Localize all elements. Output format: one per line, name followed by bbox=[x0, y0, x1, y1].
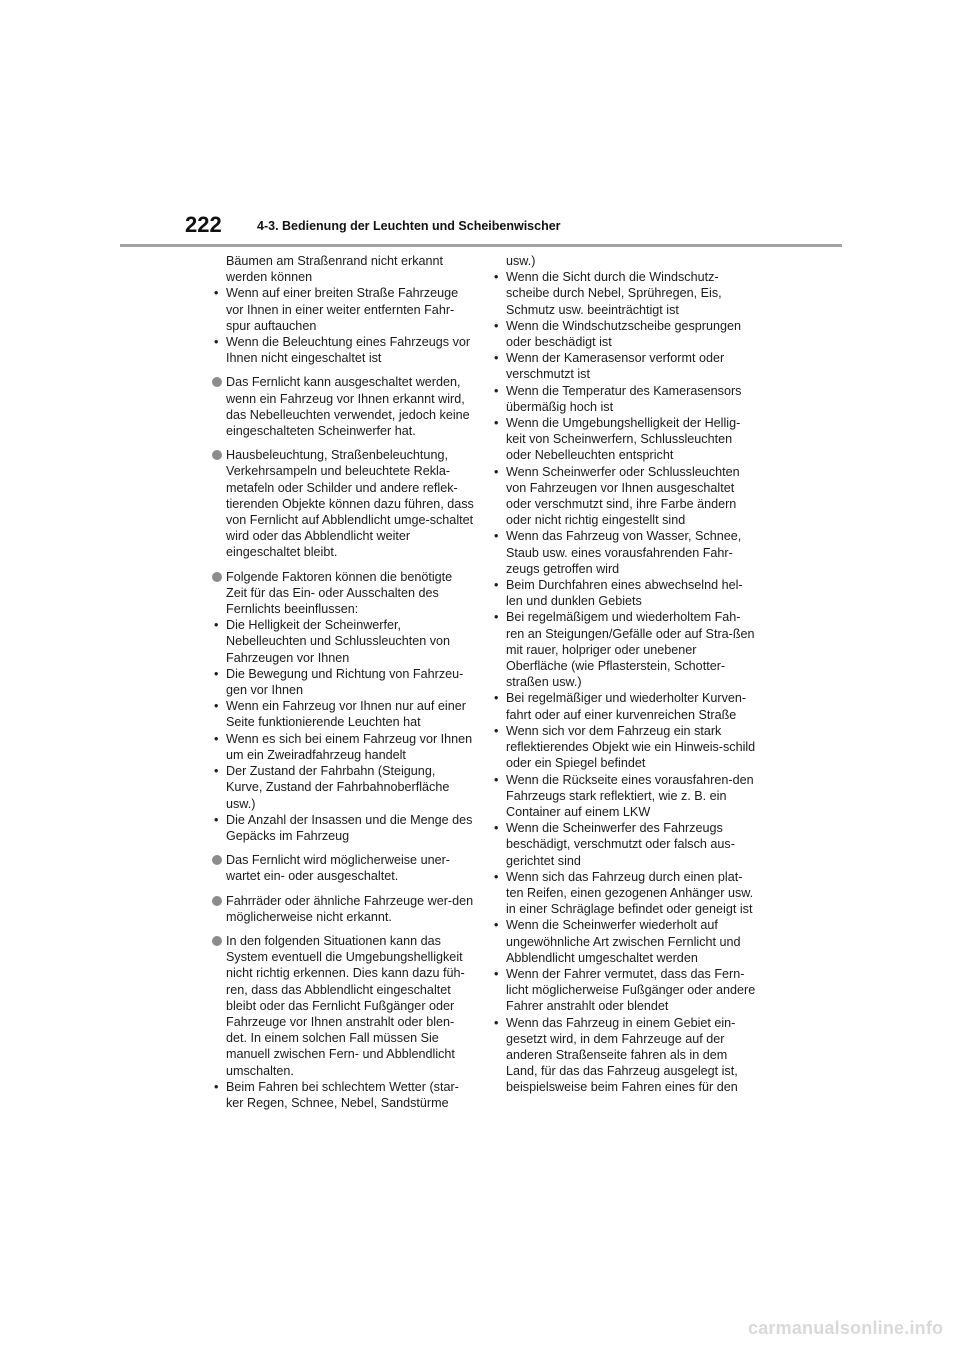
list-item: • Wenn das Fahrzeug von Wasser, Schnee, Staub usw. eines vorausfahrenden Fahr-zeugs getroffen wird bbox=[492, 528, 758, 577]
paragraph-text: Hausbeleuchtung, Straßenbeleuchtung, Verkehrsampeln und beleuchtete Rekla-metafeln oder Schilder und andere reflek-tierenden Objekte können dazu führen, dass von Fernlicht auf Abblendlicht umge-schaltet wird oder das Abblendlicht weiter eingeschaltet bleibt. bbox=[226, 448, 474, 560]
list-item: • Bei regelmäßiger und wiederholter Kurven-fahrt oder auf einer kurvenreichen Straße bbox=[492, 690, 758, 722]
page-number: 222 bbox=[185, 212, 222, 237]
paragraph-text: Fahrräder oder ähnliche Fahrzeuge wer-den möglicherweise nicht erkannt. bbox=[226, 893, 474, 924]
paragraph bbox=[212, 933, 474, 1111]
list-item: • Wenn sich das Fahrzeug durch einen plat-ten Reifen, einen gezogenen Anhänger usw. in einer Schräglage befindet oder geneigt ist bbox=[492, 869, 758, 918]
list-item: • Wenn die Scheinwerfer wiederholt auf ungewöhnliche Art zwischen Fernlicht und Abblendlicht umgeschaltet werden bbox=[492, 917, 758, 966]
intro-bullet-list bbox=[212, 285, 474, 366]
list-item: • Wenn es sich bei einem Fahrzeug vor Ihnen um ein Zweiradfahrzeug handelt bbox=[212, 731, 474, 763]
list-item: • Wenn der Fahrer vermutet, dass das Fern-licht möglicherweise Fußgänger oder andere Fahrer anstrahlt oder blendet bbox=[492, 966, 758, 1015]
list-item: • Bei regelmäßigem und wiederholtem Fah-ren an Steigungen/Gefälle oder auf Stra-ßen mit rauer, holpriger oder unebener Oberfläche (wie Pflasterstein, Schotter-straßen usw.) bbox=[492, 609, 758, 690]
paragraph bbox=[212, 447, 474, 560]
list-item: • Der Zustand der Fahrbahn (Steigung, Kurve, Zustand der Fahrbahnoberfläche usw.) bbox=[212, 763, 474, 812]
list-item: • Wenn der Kamerasensor verformt oder verschmutzt ist bbox=[492, 350, 758, 382]
paragraph-text: In den folgenden Situationen kann das System eventuell die Umgebungshelligkeit nicht richtig erkennen. Dies kann dazu füh-ren, dass das Abblendlicht eingeschaltet bleibt oder das Fernlicht Fußgänger oder Fahrzeuge vor Ihnen anstrahlt oder blen-det. In einem solchen Fall müssen Sie manuell zwischen Fern- und Abblendlicht umschalten. bbox=[226, 933, 465, 1078]
list-item: • Wenn die Sicht durch die Windschutz-scheibe durch Nebel, Sprühregen, Eis, Schmutz usw. beeinträchtigt ist bbox=[492, 269, 758, 318]
bullet-dot-icon bbox=[212, 936, 222, 946]
list-item: • Wenn die Scheinwerfer des Fahrzeugs beschädigt, verschmutzt oder falsch aus-gerichtet sind bbox=[492, 820, 758, 869]
paragraph-text: Das Fernlicht wird möglicherweise uner-wartet ein- oder ausgeschaltet. bbox=[226, 853, 450, 884]
bullet-dot-icon bbox=[212, 450, 222, 460]
list-item: • Wenn die Temperatur des Kamerasensors übermäßig hoch ist bbox=[492, 383, 758, 415]
list-item: • Wenn die Windschutzscheibe gesprungen oder beschädigt ist bbox=[492, 318, 758, 350]
paragraph-text: Das Fernlicht kann ausgeschaltet werden, wenn ein Fahrzeug vor Ihnen erkannt wird, das Nebelleuchten verwendet, jedoch keine eingeschalteten Scheinwerfer hat. bbox=[226, 375, 470, 439]
sub-bullet-list bbox=[212, 617, 474, 844]
continuation-text: Bäumen am Straßenrand nicht erkannt werden können bbox=[226, 254, 444, 285]
bullet-dot-icon bbox=[212, 572, 222, 582]
list-item: • Wenn Scheinwerfer oder Schlussleuchten von Fahrzeugen vor Ihnen ausgeschaltet oder verschmutzt sind, ihre Farbe ändern oder nicht richtig eingestellt sind bbox=[492, 464, 758, 529]
list-item: • Wenn die Beleuchtung eines Fahrzeugs vor Ihnen nicht eingeschaltet ist bbox=[212, 334, 474, 366]
header-divider bbox=[120, 244, 842, 247]
sub-bullet-list bbox=[212, 1079, 474, 1111]
paragraph bbox=[212, 374, 474, 439]
list-item: • Wenn das Fahrzeug in einem Gebiet ein-gesetzt wird, in dem Fahrzeuge auf der anderen Straßenseite fahren als in dem Land, für das das Fahrzeug ausgelegt ist, beispielsweise beim Fahren eines für den bbox=[492, 1015, 758, 1096]
list-item: • Wenn die Rückseite eines vorausfahren-den Fahrzeugs stark reflektiert, wie z. B. ein Container auf einem LKW bbox=[492, 772, 758, 821]
bullet-dot-icon bbox=[212, 377, 222, 387]
list-item: • Die Helligkeit der Scheinwerfer, Nebelleuchten und Schlussleuchten von Fahrzeugen vor Ihnen bbox=[212, 617, 474, 666]
list-item: • Wenn sich vor dem Fahrzeug ein stark reflektierendes Objekt wie ein Hinweis-schild oder ein Spiegel befindet bbox=[492, 723, 758, 772]
condition-bullet-list bbox=[492, 269, 758, 1095]
list-item: • Die Bewegung und Richtung von Fahrzeu-gen vor Ihnen bbox=[212, 666, 474, 698]
right-column bbox=[492, 253, 758, 1096]
paragraph-text: Folgende Faktoren können die benötigte Zeit für das Ein- oder Ausschalten des Fernlichts beeinflussen: bbox=[226, 569, 453, 617]
bullet-dot-icon bbox=[212, 896, 222, 906]
list-item: • Beim Durchfahren eines abwechselnd hel-len und dunklen Gebiets bbox=[492, 577, 758, 609]
list-item: • Wenn ein Fahrzeug vor Ihnen nur auf einer Seite funktionierende Leuchten hat bbox=[212, 698, 474, 730]
list-item: • Wenn die Umgebungshelligkeit der Hellig-keit von Scheinwerfern, Schlussleuchten oder Nebelleuchten entspricht bbox=[492, 415, 758, 464]
paragraph bbox=[212, 852, 474, 884]
left-column bbox=[212, 253, 474, 1119]
list-item: • Wenn auf einer breiten Straße Fahrzeuge vor Ihnen in einer weiter entfernten Fahr-spur auftauchen bbox=[212, 285, 474, 334]
bullet-dot-icon bbox=[212, 855, 222, 865]
section-title: 4-3. Bedienung der Leuchten und Scheibenwischer bbox=[257, 219, 561, 233]
paragraph bbox=[212, 569, 474, 844]
list-item: • Beim Fahren bei schlechtem Wetter (star-ker Regen, Schnee, Nebel, Sandstürme bbox=[212, 1079, 474, 1111]
list-item: • Die Anzahl der Insassen und die Menge des Gepäcks im Fahrzeug bbox=[212, 812, 474, 844]
paragraph bbox=[212, 893, 474, 925]
watermark: carmanualsonline.info bbox=[748, 1318, 944, 1338]
continuation-text: usw.) bbox=[506, 254, 536, 268]
